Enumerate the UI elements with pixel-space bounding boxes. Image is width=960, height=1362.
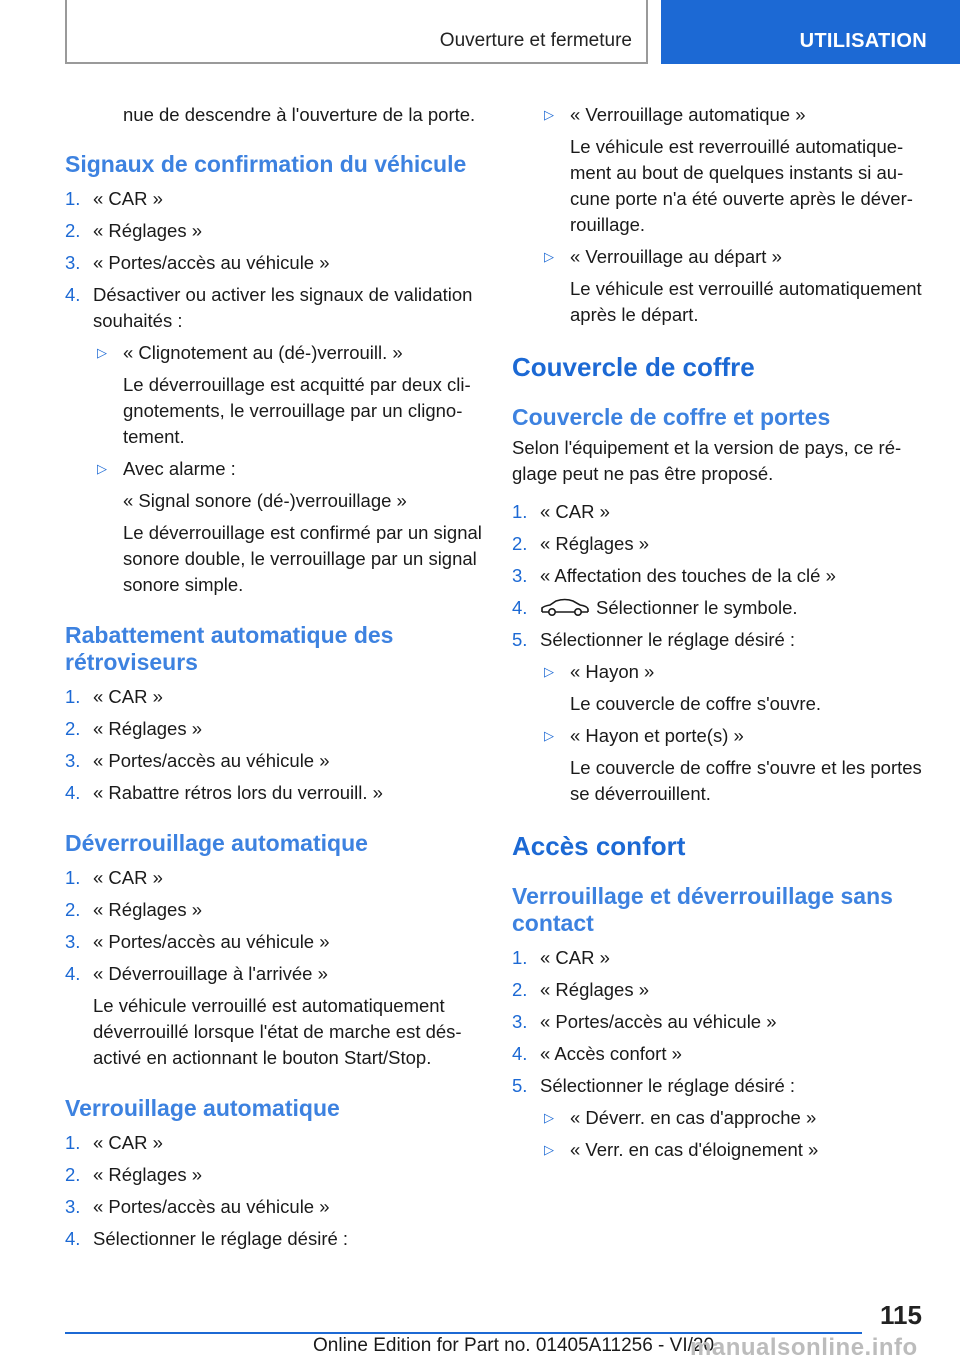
sub-option: ▷ « Verrouillage automatique » xyxy=(512,102,932,128)
heading-coffre: Couvercle de coffre xyxy=(512,352,755,382)
list-item: 4. « Accès confort » xyxy=(512,1043,682,1064)
option-sub-label: « Signal sonore (dé-)verrouillage » xyxy=(123,490,407,511)
list-item: 3. « Portes/accès au véhicule » xyxy=(65,931,330,952)
heading-sans-contact: Verrouillage et déverrouillage sans contact xyxy=(512,883,893,936)
list-item: 1. « CAR » xyxy=(65,686,163,707)
list-item: 2. « Réglages » xyxy=(65,718,203,739)
list-item: 4. Sélectionner le réglage désiré : xyxy=(65,1228,349,1249)
list-item: 2. « Réglages » xyxy=(512,533,650,554)
sub-option: ▷ « Déverr. en cas d'approche » xyxy=(540,1105,932,1131)
list-item: 3. « Affectation des touches de la clé » xyxy=(512,565,836,586)
sub-option: ▷ « Verrouillage au départ » xyxy=(512,244,932,270)
list-item: 4. « Rabattre rétros lors du verrouill. » xyxy=(65,782,383,803)
heading-confort: Accès confort xyxy=(512,831,686,861)
list-item: 5. Sélectionner le réglage désiré : ▷ « Hayon » Le couvercle de coffre s'ouvre. ▷ « Hayon et porte(s) » Le couvercle de coffre s'ouvre et les portes se déverrouillent. xyxy=(512,627,932,807)
sub-option: ▷ « Verr. en cas d'éloignement » xyxy=(540,1137,932,1163)
list-deverrouillage xyxy=(65,865,485,1071)
sub-option: ▷ « Hayon » xyxy=(540,659,932,685)
triangle-bullet-icon: ▷ xyxy=(544,1142,554,1157)
list-item: 4. Sélectionner le symbole. xyxy=(512,597,798,618)
chapter-title: UTILISATION xyxy=(799,30,927,52)
header-chapter-box xyxy=(661,0,960,64)
coffre-intro: Selon l'équipement et la version de pays, ce réglage peut ne pas être proposé. xyxy=(512,437,902,484)
list-item: 1. « CAR » xyxy=(65,867,163,888)
right-column xyxy=(512,102,932,1163)
option-desc: Le déverrouillage est confirmé par un signal sonore double, le verrouillage par un signal sonore simple. xyxy=(123,522,482,595)
car-side-icon xyxy=(540,597,590,617)
option-desc: Le couvercle de coffre s'ouvre. xyxy=(570,693,822,714)
heading-signaux: Signaux de confirmation du véhicule xyxy=(65,151,467,177)
triangle-bullet-icon: ▷ xyxy=(544,1110,554,1125)
list-verrouillage xyxy=(65,1130,485,1252)
list-item: 4. Désactiver ou activer les signaux de validation souhaités : ▷ « Clignotement au (dé-)verrouill. » Le déverrouillage est acquitté par deux clignotements, le verrouillage par un clignotement. ▷ Avec alarme : « Signal sonore (dé-)verrouillage » Le déverrouillage est confirmé par un signal sonore double, le verrouillage par un signal sonore simple. xyxy=(65,282,485,598)
heading-deverrouillage: Déverrouillage automatique xyxy=(65,830,368,856)
list-item: 3. « Portes/accès au véhicule » xyxy=(65,252,330,273)
list-item: 3. « Portes/accès au véhicule » xyxy=(512,1011,777,1032)
triangle-bullet-icon: ▷ xyxy=(97,345,107,360)
list-item: 1. « CAR » xyxy=(512,947,610,968)
list-coffre xyxy=(512,499,932,807)
option-desc: Le déverrouillage est acquitté par deux clignotements, le verrouillage par un clignotement. xyxy=(123,374,471,447)
option-desc: Le couvercle de coffre s'ouvre et les portes se déverrouillent. xyxy=(570,757,922,804)
option-desc: Le véhicule est verrouillé automatiquement après le départ. xyxy=(570,278,922,325)
page-number: 115 xyxy=(880,1300,922,1330)
triangle-bullet-icon: ▷ xyxy=(544,728,554,743)
list-item: 3. « Portes/accès au véhicule » xyxy=(65,750,330,771)
list-item: 5. Sélectionner le réglage désiré : ▷ « Déverr. en cas d'approche » ▷ « Verr. en cas d'éloignement » xyxy=(512,1073,932,1163)
option-desc: Le véhicule est reverrouillé automatiquement au bout de quelques instants si aucune porte n'a été ouverte après le déverrouillage. xyxy=(570,136,913,235)
heading-verrouillage: Verrouillage automatique xyxy=(65,1095,340,1121)
list-item: 2. « Réglages » xyxy=(65,899,203,920)
watermark: manualsonline.info xyxy=(690,1334,918,1361)
edition-text: Online Edition for Part no. 01405A11256 - VI/20 xyxy=(313,1335,715,1356)
continuation-text: nue de descendre à l'ouverture de la porte. xyxy=(123,104,476,125)
triangle-bullet-icon: ▷ xyxy=(97,461,107,476)
section-title: Ouverture et fermeture xyxy=(439,30,632,51)
list-rabattement xyxy=(65,684,485,806)
list-item: 2. « Réglages » xyxy=(65,220,203,241)
list-item: 4. « Déverrouillage à l'arrivée » Le véhicule verrouillé est automatiquement déverrouillé lorsque l'état de marche est désactivé en actionnant le bouton Start/Stop. xyxy=(65,961,485,1071)
list-signaux xyxy=(65,186,485,598)
list-item: 1. « CAR » xyxy=(65,1132,163,1153)
triangle-bullet-icon: ▷ xyxy=(544,664,554,679)
list-item: 1. « CAR » xyxy=(512,501,610,522)
left-column xyxy=(65,102,485,1252)
sub-option: ▷ « Clignotement au (dé-)verrouill. » xyxy=(93,340,485,366)
list-item: 3. « Portes/accès au véhicule » xyxy=(65,1196,330,1217)
list-item: 2. « Réglages » xyxy=(512,979,650,1000)
triangle-bullet-icon: ▷ xyxy=(544,107,554,122)
header-section-box xyxy=(65,0,648,64)
list-item: 2. « Réglages » xyxy=(65,1164,203,1185)
heading-rabattement: Rabattement automatique des rétroviseurs xyxy=(65,622,394,675)
sub-option: ▷ « Hayon et porte(s) » xyxy=(540,723,932,749)
heading-coffre-portes: Couvercle de coffre et portes xyxy=(512,404,831,430)
option-desc: Le véhicule verrouillé est automatiquement déverrouillé lorsque l'état de marche est désactivé en actionnant le bouton Start/Stop. xyxy=(93,995,462,1068)
list-confort xyxy=(512,945,932,1163)
triangle-bullet-icon: ▷ xyxy=(544,249,554,264)
list-item: 1. « CAR » xyxy=(65,188,163,209)
sub-option: ▷ Avec alarme : xyxy=(93,456,485,482)
